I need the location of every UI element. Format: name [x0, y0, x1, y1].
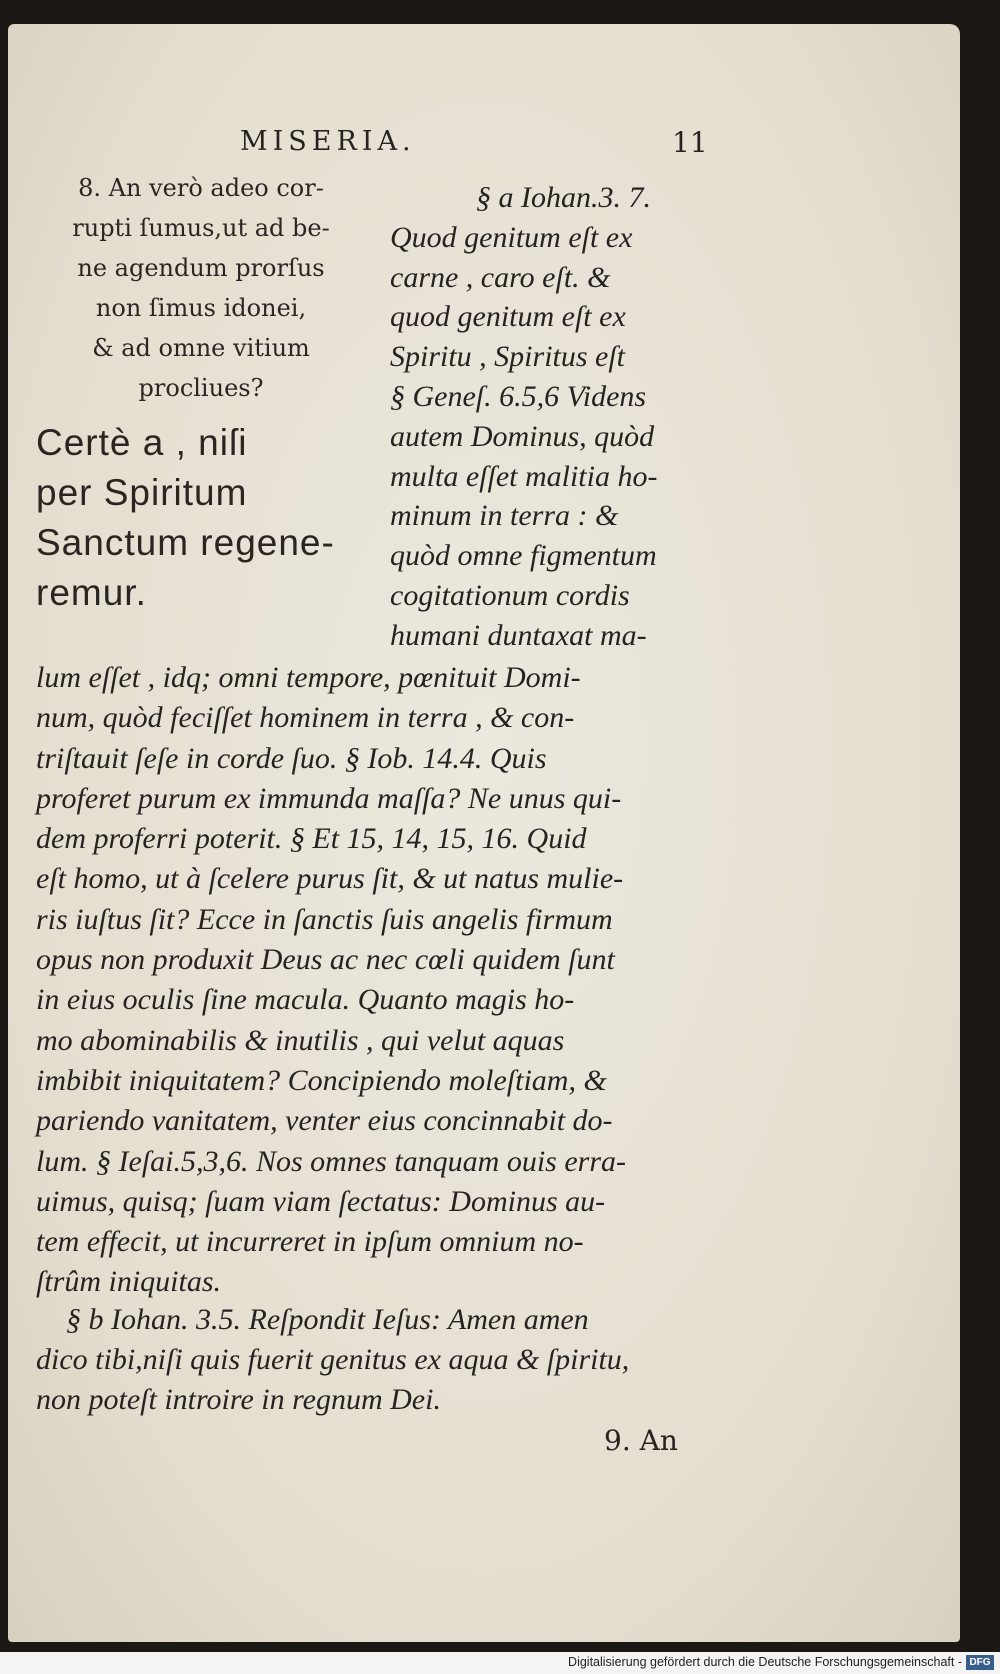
note-line: multa eſſet malitia ho-: [390, 459, 658, 493]
note-line: cogitationum cordis: [390, 578, 630, 612]
note-line: humani duntaxat ma-: [390, 618, 647, 652]
footnote-block: [36, 1300, 696, 1420]
note-line: triſtauit ſeſe in corde ſuo. § Iob. 14.4. Quis: [36, 741, 547, 775]
note-line: quòd omne figmentum: [390, 539, 657, 573]
running-title: MISERIA.: [240, 126, 416, 157]
dfg-logo-icon: DFG: [966, 1655, 994, 1670]
answer-line: Sanctum regene-: [36, 522, 335, 563]
note-line: ſtrûm iniquitas.: [36, 1265, 222, 1299]
note-line: minum in terra : &: [390, 499, 619, 533]
note-line: imbibit iniquitatem? Concipiendo moleſtiam, &: [36, 1063, 607, 1097]
answer-line: Certè a , niſi: [36, 422, 248, 463]
note-line: § a Iohan.3. 7.: [476, 181, 651, 214]
answer-line: remur.: [36, 572, 147, 613]
digitization-credit: Digitalisierung gefördert durch die Deutsche Forschungsgemeinschaft -: [568, 1655, 962, 1669]
note-line: carne , caro eſt. &: [390, 260, 611, 294]
note-line: quod genitum eſt ex: [390, 300, 626, 334]
answer-block: [36, 418, 366, 618]
note-line: autem Dominus, quòd: [390, 419, 655, 453]
footer-bar: [0, 1652, 1000, 1674]
footnote-line: § b Iohan. 3.5. Reſpondit Ieſus: Amen amen: [66, 1303, 589, 1336]
footnote-line: non poteſt introire in regnum Dei.: [36, 1383, 441, 1416]
question-line: & ad omne vitium: [92, 334, 310, 362]
note-line: lum eſſet , idq; omni tempore, pœnituit Domi-: [36, 661, 581, 694]
question-line: non ſimus idonei,: [95, 294, 307, 322]
note-line: lum. § Ieſai.5,3,6. Nos omnes tanquam ouis erra-: [36, 1144, 626, 1178]
note-line: tem effecit, ut incurreret in ipſum omnium no-: [36, 1225, 584, 1259]
note-line: in eius oculis ſine macula. Quanto magis ho-: [36, 983, 575, 1017]
question-block: [36, 168, 366, 408]
note-line: eſt homo, ut à ſcelere purus ſit, & ut natus mulie-: [36, 862, 624, 896]
footnote-line: dico tibi,niſi quis fuerit genitus ex aqua & ſpiritu,: [36, 1343, 630, 1376]
note-line: opus non produxit Deus ac nec cœli quidem ſunt: [36, 943, 615, 977]
note-line: uimus, quisq; ſuam viam ſectatus: Dominus au-: [36, 1184, 606, 1218]
note-line: mo abominabilis & inutilis , qui velut aquas: [36, 1023, 565, 1057]
catchword: 9. An: [604, 1424, 678, 1457]
note-line: Quod genitum eſt ex: [390, 220, 633, 254]
page-number: 11: [672, 126, 708, 159]
note-line: pariendo vanitatem, venter eius concinnabit do-: [36, 1104, 613, 1138]
note-line: ris iuſtus ſit? Ecce in ſanctis ſuis angelis firmum: [36, 902, 613, 936]
question-line: 8. An verò adeo cor-: [78, 174, 324, 202]
question-line: rupti ſumus,ut ad be-: [72, 214, 330, 242]
question-line: procliues?: [138, 374, 264, 402]
note-line: Spiritu , Spiritus eſt: [390, 340, 626, 374]
note-line: num, quòd feciſſet hominem in terra , & con-: [36, 701, 575, 735]
answer-line: per Spiritum: [36, 472, 248, 513]
scripture-notes-full-width: [36, 658, 696, 1303]
note-line: proferet purum ex immunda maſſa? Ne unus qui-: [36, 781, 622, 815]
note-line: dem proferri poterit. § Et 15, 14, 15, 16. Quid: [36, 822, 587, 856]
note-line: § Geneſ. 6.5,6 Videns: [390, 379, 647, 413]
scripture-notes-column: [390, 178, 705, 656]
question-line: ne agendum prorſus: [77, 254, 325, 282]
